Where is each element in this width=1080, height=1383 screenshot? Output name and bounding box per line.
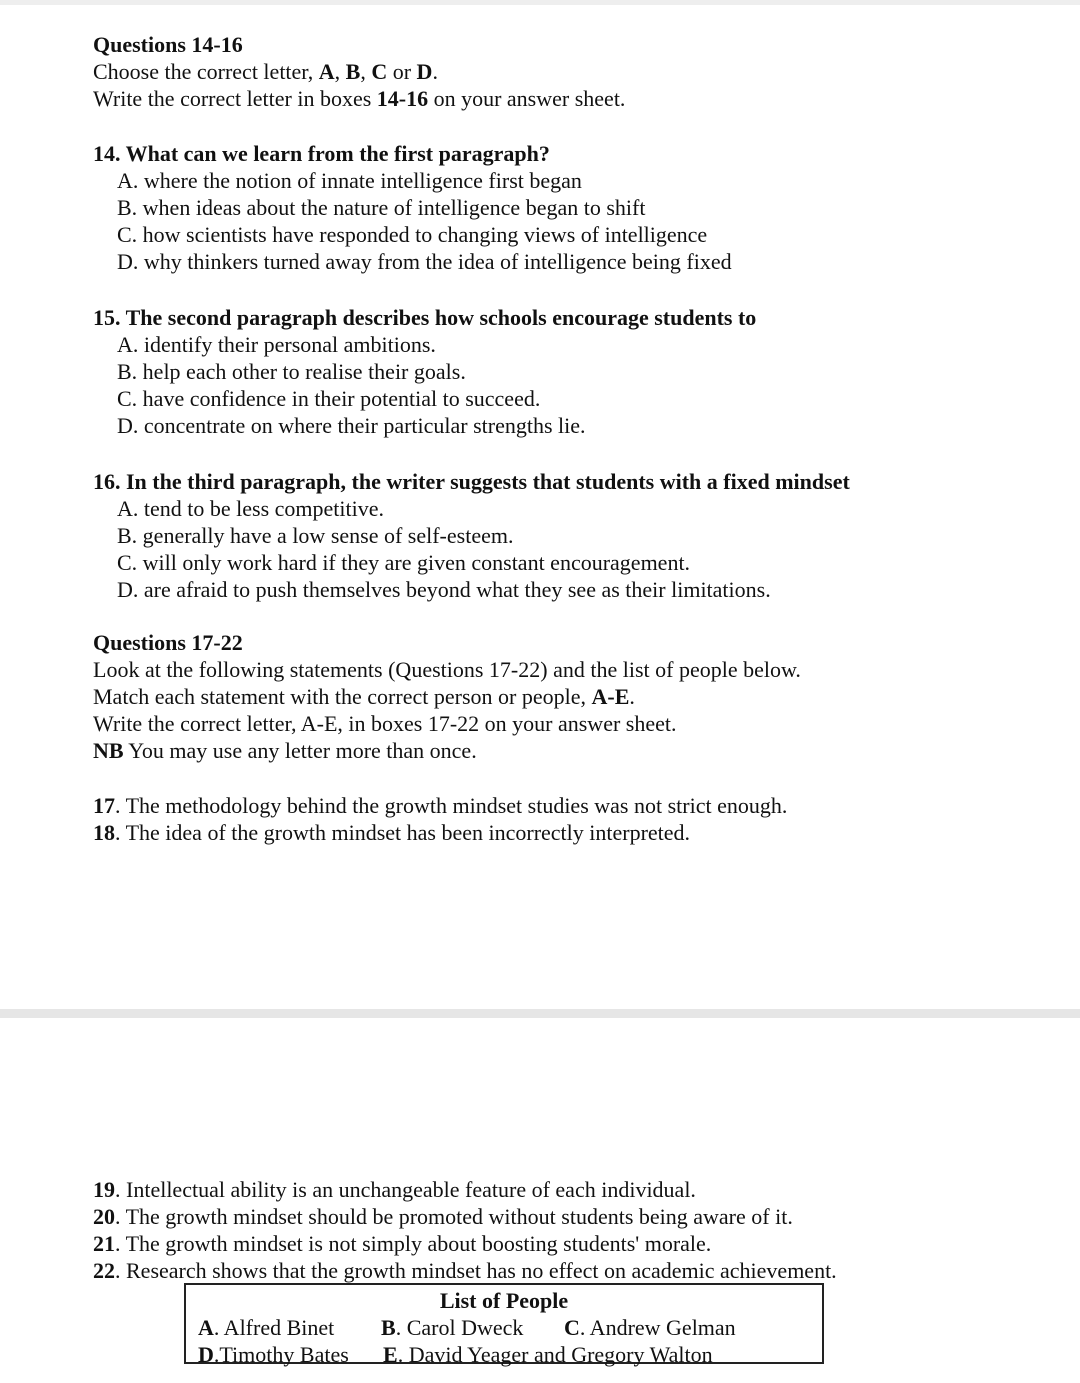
statement-17: 17. The methodology behind the growth mindset studies was not strict enough. bbox=[93, 793, 788, 818]
option: C. have confidence in their potential to succeed. bbox=[117, 386, 541, 411]
option: A. identify their personal ambitions. bbox=[117, 332, 436, 357]
statement-18: 18. The idea of the growth mindset has been incorrectly interpreted. bbox=[93, 820, 691, 845]
statement-22: 22. Research shows that the growth mindset has no effect on academic achievement. bbox=[93, 1258, 837, 1283]
instruction-line: Look at the following statements (Questions 17-22) and the list of people below. bbox=[93, 657, 801, 682]
question-14 bbox=[93, 140, 732, 275]
instruction-line: Write the correct letter in boxes 14-16 on your answer sheet. bbox=[93, 86, 626, 111]
question-stem: 16. In the third paragraph, the writer suggests that students with a fixed mindset bbox=[93, 469, 850, 494]
option: B. when ideas about the nature of intelligence began to shift bbox=[117, 195, 646, 220]
instruction-line: Match each statement with the correct person or people, A-E. bbox=[93, 684, 635, 709]
question-stem: 14. What can we learn from the first paragraph? bbox=[93, 141, 550, 166]
statement-19: 19. Intellectual ability is an unchangeable feature of each individual. bbox=[93, 1177, 696, 1202]
instruction-line: Choose the correct letter, A, B, C or D. bbox=[93, 59, 438, 84]
question-stem: 15. The second paragraph describes how schools encourage students to bbox=[93, 305, 757, 330]
top-divider bbox=[0, 0, 1080, 5]
option: A. tend to be less competitive. bbox=[117, 496, 384, 521]
option: D. concentrate on where their particular strengths lie. bbox=[117, 413, 586, 438]
person-d: D.Timothy Bates bbox=[198, 1342, 349, 1367]
option: B. help each other to realise their goals. bbox=[117, 359, 466, 384]
nb-line: NB You may use any letter more than once. bbox=[93, 738, 477, 763]
question-15 bbox=[93, 304, 756, 439]
page-break-divider bbox=[0, 1009, 1080, 1018]
option: D. why thinkers turned away from the idea of intelligence being fixed bbox=[117, 249, 732, 274]
list-title: List of People bbox=[439, 1288, 569, 1313]
questions-17-22-header bbox=[93, 629, 801, 764]
statements-page-1 bbox=[93, 792, 787, 846]
person-c: C. Andrew Gelman bbox=[564, 1315, 736, 1340]
person-a: A. Alfred Binet bbox=[198, 1315, 335, 1340]
statements-page-2 bbox=[93, 1176, 837, 1284]
person-e: E. David Yeager and Gregory Walton bbox=[383, 1342, 713, 1367]
statement-20: 20. The growth mindset should be promoted without students being aware of it. bbox=[93, 1204, 793, 1229]
statement-21: 21. The growth mindset is not simply about boosting students' morale. bbox=[93, 1231, 712, 1256]
question-16 bbox=[93, 468, 850, 603]
section-heading: Questions 14-16 bbox=[93, 32, 243, 57]
list-of-people-box bbox=[184, 1283, 824, 1367]
instruction-line: Write the correct letter, A-E, in boxes 17-22 on your answer sheet. bbox=[93, 711, 677, 736]
section-heading: Questions 17-22 bbox=[93, 630, 243, 655]
option: A. where the notion of innate intelligence first began bbox=[117, 168, 582, 193]
option: C. how scientists have responded to changing views of intelligence bbox=[117, 222, 708, 247]
option: B. generally have a low sense of self-esteem. bbox=[117, 523, 514, 548]
option: D. are afraid to push themselves beyond what they see as their limitations. bbox=[117, 577, 771, 602]
option: C. will only work hard if they are given constant encouragement. bbox=[117, 550, 691, 575]
questions-14-16-header bbox=[93, 31, 625, 112]
person-b: B. Carol Dweck bbox=[381, 1315, 524, 1340]
